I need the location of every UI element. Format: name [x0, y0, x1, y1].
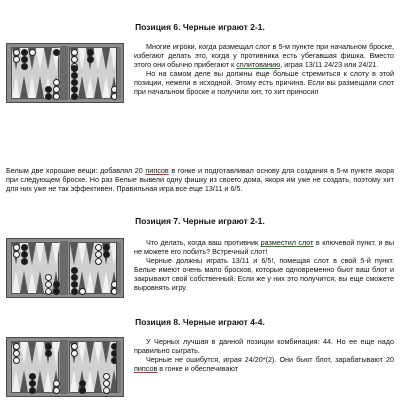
board-point — [70, 370, 78, 392]
white-checker — [53, 86, 60, 93]
white-checker — [13, 251, 20, 258]
board-half-left — [11, 341, 59, 393]
board-point — [12, 76, 20, 98]
board-point — [20, 271, 28, 293]
white-checker — [103, 387, 110, 394]
board-point — [102, 76, 110, 98]
section-6-paragraph-2: Но на самом деле вы должны еще больше стремиться к слоту в этой позиции, нежели в исходной. Этому есть причина. Если вы размещали слот при начальном броске и получили хит, то хит приносил — [134, 68, 394, 96]
section-7-paragraph-2: Черные должны играть 13/11 и 6/5!, помещая слот в свой 5-й пункт. Белые имеют очень мало бросков, которые одновременно бьют ваш блот и закрывают свой собственный. Если же у них это получится, вы еще сможете выровнять игру. — [134, 255, 394, 292]
black-checker — [45, 86, 52, 93]
white-checker — [53, 380, 60, 387]
board-point — [86, 243, 94, 265]
board-point — [12, 370, 20, 392]
backgammon-board-8 — [6, 337, 124, 397]
board-point — [52, 243, 60, 265]
board-point — [94, 48, 102, 70]
board-point — [28, 271, 36, 293]
board-point — [36, 271, 44, 293]
white-checker — [45, 288, 52, 295]
black-checker — [21, 63, 28, 70]
black-checker — [21, 49, 28, 56]
white-checker — [13, 56, 20, 63]
board-half-right — [69, 47, 117, 99]
link-pips-2: пипсов — [134, 363, 158, 373]
section-title-7: Позиция 7. Черные играют 2-1. — [135, 216, 265, 226]
section-6-paragraph-3: Белым две хорошие вещи: добавлял 20 пипсов в гонке и подготавливал основу для создания в 5-м пункте якоря при следующем броске. Но раз Белые вывели одну фишку из своего дома, якоря им уже не создать, поэтому хит для них уже не так эффективен. Правильная игра все еще 13/11 и 6/5. — [6, 166, 395, 193]
board-point — [70, 243, 78, 265]
white-checker — [53, 387, 60, 394]
black-checker — [71, 79, 78, 86]
black-checker — [71, 72, 78, 79]
black-checker — [71, 93, 78, 100]
board-point — [52, 342, 60, 364]
board-bar — [60, 46, 68, 100]
white-checker — [13, 244, 20, 251]
board-point — [12, 271, 20, 293]
board-bar — [60, 340, 68, 394]
black-checker — [71, 288, 78, 295]
white-checker — [95, 251, 102, 258]
section-title-8: Позиция 8. Черные играют 4-4. — [135, 317, 265, 327]
white-checker — [13, 49, 20, 56]
white-checker — [53, 93, 60, 100]
board-point — [94, 342, 102, 364]
black-checker — [21, 56, 28, 63]
board-point — [78, 243, 86, 265]
white-checker — [13, 350, 20, 357]
black-checker — [87, 56, 94, 63]
board-point — [20, 342, 28, 364]
board-point — [20, 76, 28, 98]
board-point — [36, 76, 44, 98]
board-point — [86, 370, 94, 392]
board-tray — [116, 47, 121, 99]
white-checker — [45, 281, 52, 288]
black-checker — [53, 288, 60, 295]
board-point — [44, 48, 52, 70]
board-point — [86, 271, 94, 293]
board-point — [102, 342, 110, 364]
link-pips-1: пипсов — [145, 166, 169, 175]
section-6-paragraph-1: Многие игроки, когда размещал слот в 5-м пункте при начальном броске, избегают делать это, когда у противника есть убегавшая фишка. Вместо этого они обычно прибегают к сплитованию, играя 13/11 24/23 или 24/21. Но на самом деле вы должны еще больше стремиться к слоту в этой позиции, нежели в исходной. Этому есть причина. Если вы размещали слот при начальном броске и получили хит, то хит приносил — [134, 42, 394, 96]
black-checker — [29, 387, 36, 394]
board-tray — [116, 242, 121, 294]
black-checker — [29, 380, 36, 387]
black-checker — [53, 281, 60, 288]
board-point — [28, 76, 36, 98]
backgammon-board-7 — [6, 238, 124, 298]
board-point — [86, 76, 94, 98]
board-point — [102, 271, 110, 293]
board-half-left — [11, 242, 59, 294]
board-point — [78, 76, 86, 98]
black-checker — [45, 93, 52, 100]
board-point — [78, 48, 86, 70]
section-7-text: Что делать, когда ваш противник разместил слот в ключевой пункт, и вы не можете его побить? Встречный слот! Черные должны играть 13/11 и 6/5!, помещая слот в свой 5-й пункт. Белые имеют очень мало бросков, которые одновременно бьют ваш блот и закрывают свой собственный. Если же у них это получится, вы еще сможете выровнять игру. — [134, 238, 394, 292]
white-checker — [45, 274, 52, 281]
black-checker — [21, 251, 28, 258]
white-checker — [79, 288, 86, 295]
white-checker — [53, 79, 60, 86]
board-point — [94, 370, 102, 392]
white-checker — [95, 258, 102, 265]
black-checker — [21, 258, 28, 265]
board-point — [44, 243, 52, 265]
board-point — [28, 243, 36, 265]
black-checker — [79, 387, 86, 394]
board-point — [36, 342, 44, 364]
black-checker — [71, 274, 78, 281]
board-point — [78, 342, 86, 364]
white-checker — [71, 343, 78, 350]
board-point — [36, 48, 44, 70]
board-point — [44, 370, 52, 392]
black-checker — [71, 267, 78, 274]
black-checker — [45, 343, 52, 350]
white-checker — [13, 343, 20, 350]
white-checker — [29, 49, 36, 56]
board-point — [86, 342, 94, 364]
board-point — [28, 342, 36, 364]
black-checker — [103, 251, 110, 258]
white-checker — [71, 56, 78, 63]
black-checker — [103, 244, 110, 251]
section-8-paragraph-1: У Черных лучшая в данной позиции комбинация: 44. Но ее еще надо правильно сыграть. — [134, 337, 394, 355]
black-checker — [45, 350, 52, 357]
section-title-6: Позиция 6. Черные играют 2-1. — [135, 22, 265, 32]
backgammon-board-6 — [6, 43, 124, 103]
white-checker — [95, 244, 102, 251]
black-checker — [87, 49, 94, 56]
white-checker — [13, 357, 20, 364]
black-checker — [71, 86, 78, 93]
board-half-left — [11, 47, 59, 99]
board-bar — [60, 241, 68, 295]
board-point — [94, 271, 102, 293]
black-checker — [53, 49, 60, 56]
board-point — [36, 243, 44, 265]
white-checker — [103, 380, 110, 387]
link-slot: разместил слот — [260, 238, 314, 247]
white-checker — [71, 49, 78, 56]
board-point — [102, 48, 110, 70]
black-checker — [71, 65, 78, 72]
black-checker — [71, 281, 78, 288]
section-8-text: У Черных лучшая в данной позиции комбинация: 44. Но ее еще надо правильно сыграть. Черные не ошибутся, играя 24/20*(2). Они бьют блот, зарабатывают 20 пипсов в гонке и обеспечивают — [134, 337, 394, 373]
black-checker — [29, 373, 36, 380]
black-checker — [79, 380, 86, 387]
white-checker — [71, 350, 78, 357]
link-splitting: сплитованию — [236, 59, 281, 69]
board-tray — [116, 341, 121, 393]
board-half-right — [69, 341, 117, 393]
board-point — [94, 76, 102, 98]
board-point — [36, 370, 44, 392]
white-checker — [103, 373, 110, 380]
board-half-right — [69, 242, 117, 294]
black-checker — [21, 244, 28, 251]
board-point — [20, 370, 28, 392]
